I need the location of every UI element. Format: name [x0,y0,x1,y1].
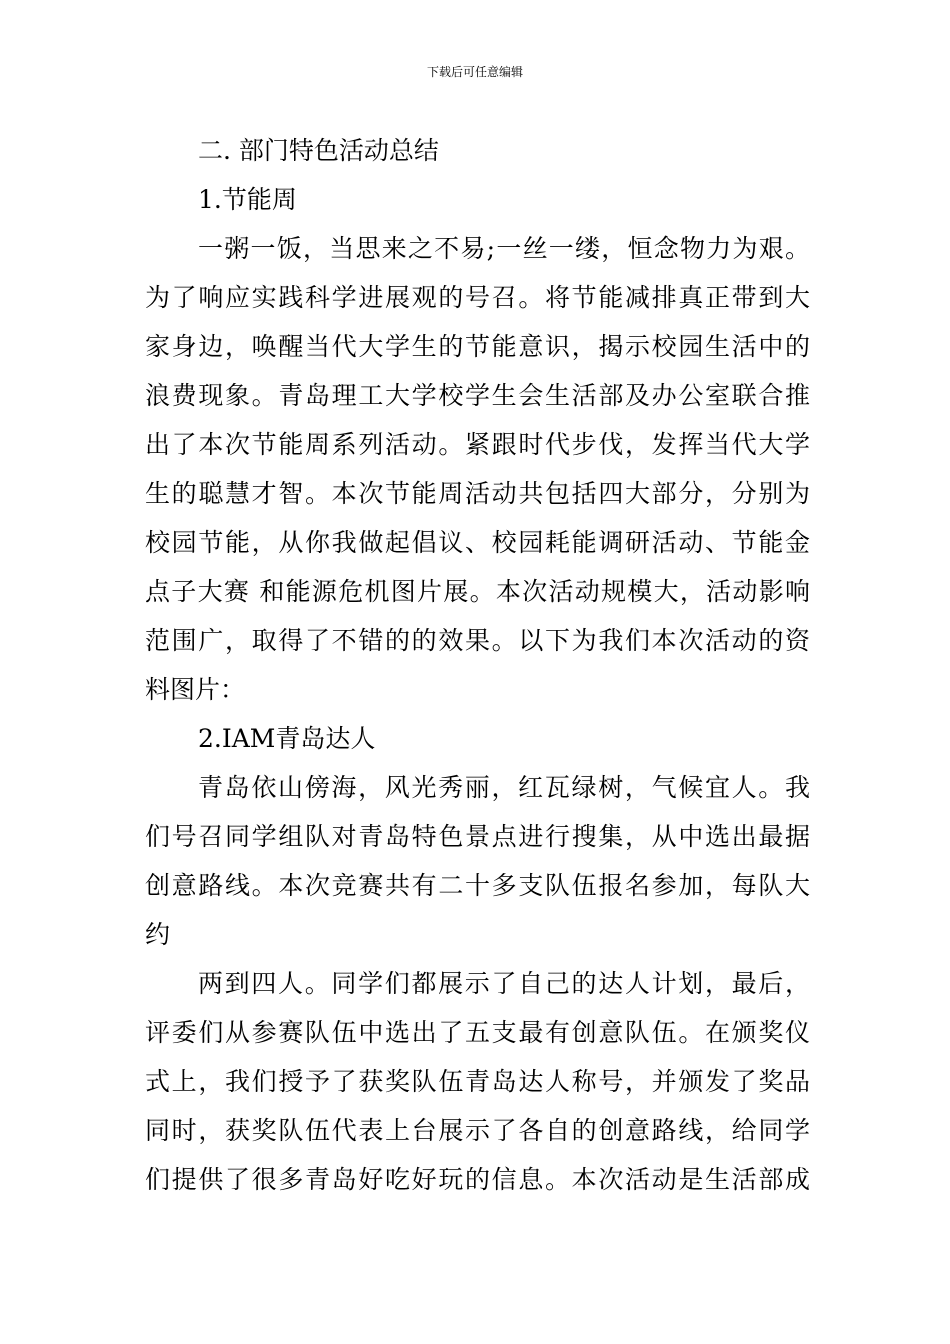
paragraph-line: 一粥一饭，当思来之不易;一丝一缕，恒念物力为艰。 [198,234,810,263]
header-note: 下载后可任意编辑 [426,65,523,79]
paragraph-line: 创意路线。本次竞赛共有二十多支队伍报名参加，每队大 [145,871,810,900]
paragraph-line: 式上，我们授予了获奖队伍青岛达人称号，并颁发了奖品 [145,1067,810,1096]
paragraph-line: 约 [145,920,171,949]
subsection-heading-qingdao-talent: 2.IAM青岛达人 [198,724,376,753]
paragraph-line: 料图片： [145,675,246,704]
paragraph-line: 浪费现象。青岛理工大学校学生会生活部及办公室联合推 [145,381,810,410]
paragraph-line: 同时，获奖队伍代表上台展示了各自的创意路线，给同学 [145,1116,810,1145]
paragraph-line: 出了本次节能周系列活动。紧跟时代步伐，发挥当代大学 [145,430,810,459]
document-body [145,126,810,1204]
paragraph-line: 为了响应实践科学进展观的号召。将节能减排真正带到大 [145,283,810,312]
paragraph-line: 们号召同学组队对青岛特色景点进行搜集，从中选出最据 [145,822,810,851]
paragraph-line: 范围广，取得了不错的的效果。以下为我们本次活动的资 [145,626,810,655]
section-heading: 二. 部门特色活动总结 [198,136,439,165]
paragraph-line: 家身边，唤醒当代大学生的节能意识，揭示校园生活中的 [145,332,810,361]
paragraph-line: 两到四人。同学们都展示了自己的达人计划，最后， [198,969,810,998]
paragraph-line: 青岛依山傍海，风光秀丽，红瓦绿树，气候宜人。我 [198,773,810,802]
paragraph-line: 评委们从参赛队伍中选出了五支最有创意队伍。在颁奖仪 [145,1018,810,1047]
paragraph-line: 生的聪慧才智。本次节能周活动共包括四大部分，分别为 [145,479,810,508]
subsection-heading-energy-week: 1.节能周 [198,185,297,214]
paragraph-line: 点子大赛 和能源危机图片展。本次活动规模大，活动影响 [145,577,810,606]
paragraph-line: 校园节能，从你我做起倡议、校园耗能调研活动、节能金 [145,528,810,557]
paragraph-line: 们提供了很多青岛好吃好玩的信息。本次活动是生活部成 [145,1165,810,1194]
